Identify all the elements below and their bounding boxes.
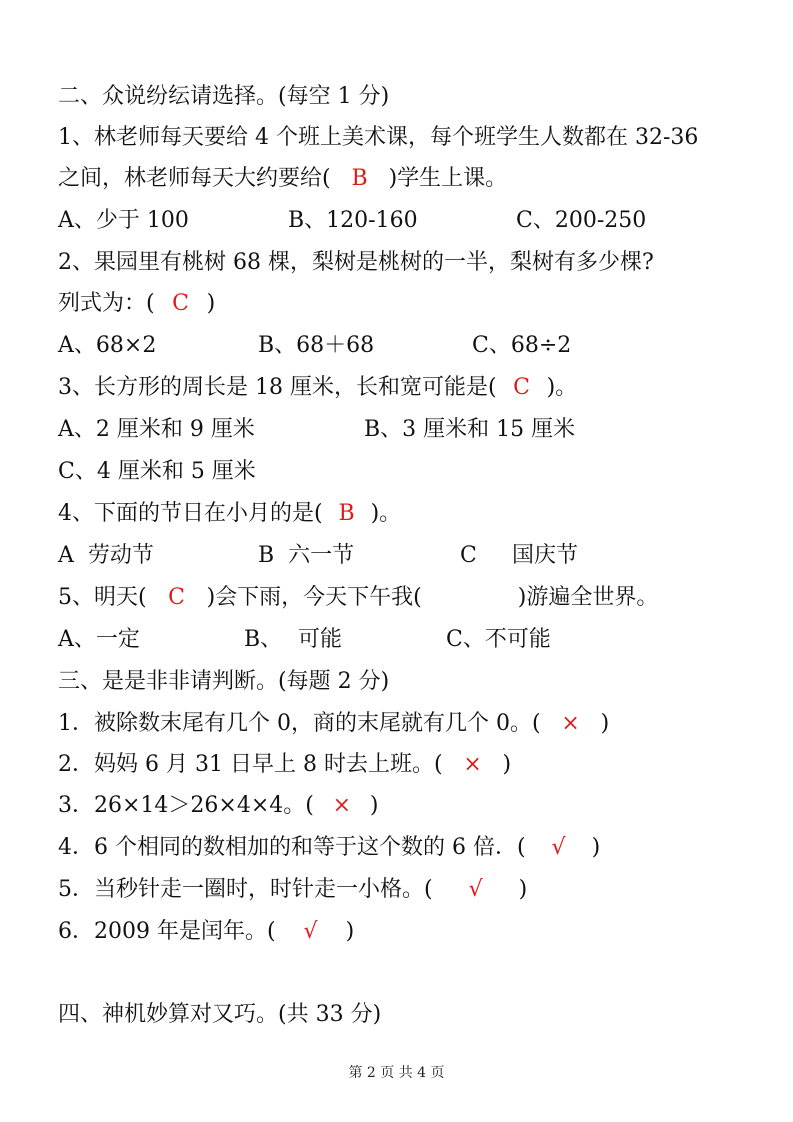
judge-item-2-mark: ×	[463, 752, 482, 777]
q1-option-c: C、200-250	[516, 208, 647, 233]
q1-option-a: A、少于 100	[58, 208, 189, 233]
q3-options-row1	[58, 415, 758, 445]
q1-answer: B	[351, 166, 368, 191]
judge-item-1-mark: ×	[561, 711, 580, 736]
judge-item-5-mark: √	[468, 877, 483, 902]
judge-item-6	[58, 917, 354, 947]
q5-options	[58, 625, 758, 655]
judge-item-3-mark: ×	[332, 793, 352, 818]
q4-option-c-text: 国庆节	[512, 543, 579, 568]
q2-option-b: B、68＋68	[258, 333, 375, 358]
q2-options	[58, 331, 758, 361]
judge-item-4-close: )	[591, 835, 601, 860]
judge-item-6-close: )	[345, 919, 355, 944]
q1-line1: 1、林老师每天要给 4 个班上美术课，每个班学生人数都在 32-36	[58, 125, 699, 150]
judge-item-2	[58, 750, 511, 780]
judge-item-3-close: )	[369, 793, 379, 818]
q2-line2-post: )	[206, 291, 216, 316]
judge-item-5-text: 5．当秒针走一圈时，时针走一小格。(	[58, 877, 433, 902]
q2-option-a: A、68×2	[58, 333, 157, 358]
q4-options	[58, 541, 758, 571]
q5-option-a: A、一定	[58, 627, 140, 652]
judge-item-2-close: )	[502, 752, 512, 777]
section4-title: 四、神机妙算对又巧。(共 33 分)	[58, 1002, 382, 1027]
q3-pre: 3、长方形的周长是 18 厘米，长和宽可能是(	[58, 375, 497, 400]
q5-post: )游遍全世界。	[517, 585, 659, 610]
q2-answer: C	[172, 291, 190, 316]
judge-item-1-close: )	[600, 711, 610, 736]
q4-post: )。	[370, 501, 402, 526]
q4-option-c-letter: C	[460, 543, 477, 568]
judge-item-6-text: 6．2009 年是闰年。(	[58, 919, 276, 944]
q3-option-a: A、2 厘米和 9 厘米	[58, 417, 255, 442]
q2-line2	[58, 289, 215, 319]
judge-item-4-mark: √	[551, 835, 566, 860]
q3-post: )。	[546, 375, 578, 400]
q1-option-b: B、120-160	[288, 208, 418, 233]
q4-option-b: B 六一节	[258, 543, 355, 568]
judge-item-6-mark: √	[303, 919, 318, 944]
q4-answer: B	[338, 501, 355, 526]
q5-mid: )会下雨，今天下午我(	[206, 585, 422, 610]
judge-item-1-text: 1．被除数末尾有几个 0，商的末尾就有几个 0。(	[58, 711, 541, 736]
judge-item-5	[58, 875, 527, 905]
section2-title: 二、众说纷纭请选择。(每空 1 分)	[58, 84, 390, 109]
q5-line	[58, 583, 658, 613]
q5-pre: 5、明天(	[58, 585, 147, 610]
q3-answer: C	[513, 375, 530, 400]
q4-option-a: A 劳动节	[58, 543, 154, 568]
q1-line2	[58, 164, 507, 194]
q5-option-b-letter: B、	[244, 627, 283, 652]
page-footer: 第 2 页 共 4 页	[348, 1065, 445, 1081]
judge-item-3	[58, 791, 378, 821]
q5-answer: C	[168, 585, 186, 610]
judge-item-4	[58, 833, 600, 863]
q2-option-c: C、68÷2	[472, 333, 572, 358]
q5-option-b-text: 可能	[298, 627, 343, 652]
q4-pre: 4、下面的节日在小月的是(	[58, 501, 323, 526]
q4-line	[58, 499, 401, 529]
judge-item-2-text: 2．妈妈 6 月 31 日早上 8 时去上班。(	[58, 752, 443, 777]
q1-line2-pre: 之间，林老师每天大约要给(	[58, 166, 331, 191]
section3-title: 三、是是非非请判断。(每题 2 分)	[58, 669, 390, 694]
q3-line	[58, 373, 577, 403]
judge-item-5-close: )	[518, 877, 528, 902]
q3-option-c: C、4 厘米和 5 厘米	[58, 459, 256, 484]
judge-item-1	[58, 709, 609, 739]
judge-item-4-text: 4．6 个相同的数相加的和等于这个数的 6 倍．(	[58, 835, 526, 860]
q1-line2-post: )学生上课。	[388, 166, 508, 191]
q5-option-c: C、不可能	[446, 627, 551, 652]
q1-options	[58, 206, 758, 236]
q3-option-b: B、3 厘米和 15 厘米	[364, 417, 576, 442]
judge-item-3-text: 3．26×14＞26×4×4。(	[58, 793, 314, 818]
q2-line1: 2、果园里有桃树 68 棵，梨树是桃树的一半，梨树有多少棵?	[58, 250, 654, 275]
q2-line2-pre: 列式为：(	[58, 291, 155, 316]
